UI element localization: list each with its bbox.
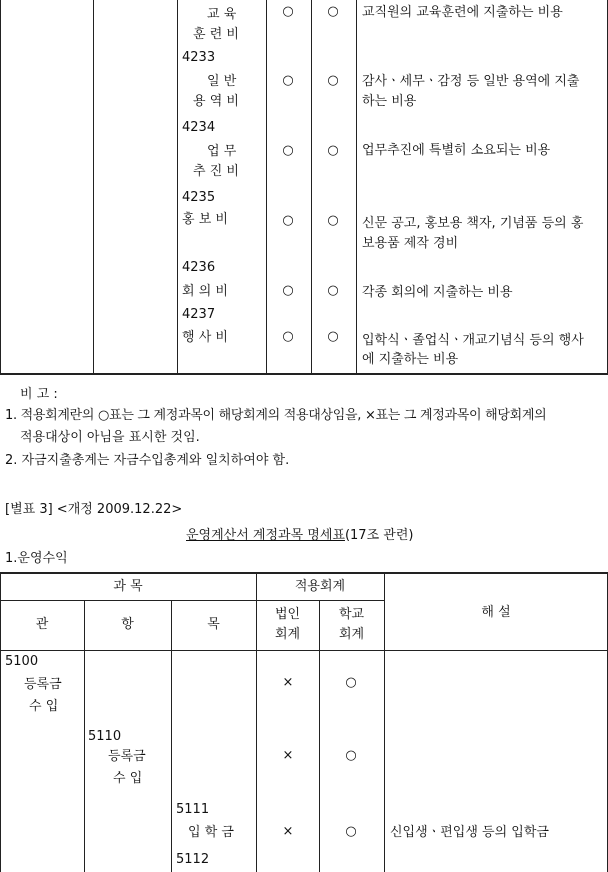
account-name: 행 사 비 bbox=[182, 330, 228, 345]
school-mark: ○ bbox=[327, 213, 339, 228]
header-corp: 회계 bbox=[274, 627, 301, 642]
account-code: 4236 bbox=[182, 260, 216, 275]
document-title-main: 운영계산서 계정과목 명세표 bbox=[186, 528, 345, 543]
account-code: 5112 bbox=[176, 852, 210, 867]
header-mok: 목 bbox=[207, 617, 220, 632]
corp-mark: × bbox=[282, 748, 294, 763]
account-code: 4235 bbox=[182, 190, 216, 205]
corp-mark: ○ bbox=[282, 213, 294, 228]
school-mark: ○ bbox=[345, 748, 357, 763]
account-name: 수 입 bbox=[29, 699, 59, 714]
header-subject: 과 목 bbox=[113, 579, 143, 594]
description: 교직원의 교육훈련에 지출하는 비용 bbox=[362, 5, 563, 20]
account-code: 4237 bbox=[182, 307, 216, 322]
description: 각종 회의에 지출하는 비용 bbox=[362, 285, 513, 300]
description: 에 지출하는 비용 bbox=[362, 352, 459, 367]
school-mark: ○ bbox=[345, 675, 357, 690]
corp-mark: ○ bbox=[282, 329, 294, 344]
school-mark: ○ bbox=[327, 283, 339, 298]
remark-item: 적용대상이 아님을 표시한 것임. bbox=[20, 430, 200, 445]
description: 신문 공고, 홍보용 책자, 기념품 등의 홍 bbox=[362, 216, 584, 231]
account-name: 훈 련 비 bbox=[193, 27, 239, 42]
account-code: 5100 bbox=[5, 654, 39, 669]
description: 보용품 제작 경비 bbox=[362, 236, 459, 251]
account-name: 추 진 비 bbox=[193, 164, 239, 179]
account-code: 5110 bbox=[88, 729, 122, 744]
school-mark: ○ bbox=[327, 73, 339, 88]
corp-mark: ○ bbox=[282, 4, 294, 19]
remarks-title: 비 고 : bbox=[20, 387, 58, 402]
account-name: 등록금 bbox=[108, 749, 146, 764]
description: 감사ㆍ세무ㆍ감정 등 일반 용역에 지출 bbox=[362, 74, 580, 89]
school-mark: ○ bbox=[327, 4, 339, 19]
remark-item: 1. 적용회계란의 ○표는 그 계정과목이 해당회계의 적용대상임을, ×표는 그 계정과목이 해당회계의 bbox=[5, 408, 547, 423]
account-name: 업 무 bbox=[207, 144, 237, 159]
account-name: 등록금 bbox=[24, 677, 62, 692]
appendix-label: [별표 3] <개정 2009.12.22> bbox=[5, 502, 183, 517]
header-explanation: 해 설 bbox=[481, 605, 511, 620]
corp-mark: ○ bbox=[282, 283, 294, 298]
document-title-ref: (17조 관련) bbox=[344, 528, 414, 543]
header-school: 학교 bbox=[338, 607, 365, 622]
corp-mark: ○ bbox=[282, 143, 294, 158]
account-name: 회 의 비 bbox=[182, 284, 228, 299]
account-code: 5111 bbox=[176, 802, 210, 817]
corp-mark: × bbox=[282, 675, 294, 690]
account-name: 일 반 bbox=[207, 74, 237, 89]
remark-item: 2. 자금지출총계는 자금수입총계와 일치하여야 함. bbox=[5, 453, 290, 468]
school-mark: ○ bbox=[327, 329, 339, 344]
corp-mark: × bbox=[282, 824, 294, 839]
header-applied-accounting: 적용회계 bbox=[294, 579, 346, 594]
account-name: 교 육 bbox=[207, 7, 237, 22]
account-code: 4233 bbox=[182, 50, 216, 65]
description: 업무추진에 특별히 소요되는 비용 bbox=[362, 143, 551, 158]
description: 신입생ㆍ편입생 등의 입학금 bbox=[390, 825, 549, 840]
account-name: 입 학 금 bbox=[188, 825, 234, 840]
school-mark: ○ bbox=[345, 824, 357, 839]
description: 입학식ㆍ졸업식ㆍ개교기념식 등의 행사 bbox=[362, 333, 584, 348]
header-gwan: 관 bbox=[35, 617, 49, 632]
account-name: 수 입 bbox=[113, 771, 143, 786]
corp-mark: ○ bbox=[282, 73, 294, 88]
header-hang: 항 bbox=[121, 617, 134, 632]
document-title bbox=[186, 526, 413, 546]
school-mark: ○ bbox=[327, 143, 339, 158]
header-school: 회계 bbox=[338, 627, 365, 642]
account-code: 4234 bbox=[182, 120, 216, 135]
header-corp: 법인 bbox=[274, 607, 301, 622]
account-name: 홍 보 비 bbox=[182, 212, 228, 227]
section-title: 1.운영수익 bbox=[5, 551, 68, 566]
account-name: 용 역 비 bbox=[193, 94, 239, 109]
description: 하는 비용 bbox=[362, 94, 417, 109]
